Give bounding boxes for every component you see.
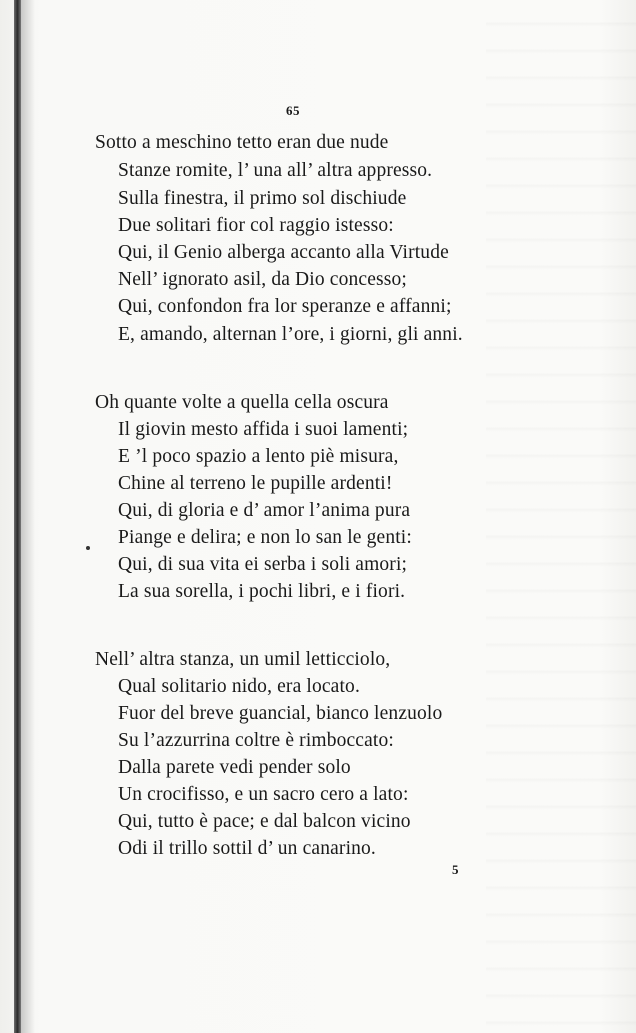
verse-line: Qui, il Genio alberga accanto alla Virtude <box>118 242 449 263</box>
verse-line: Qui, di sua vita ei serba i soli amori; <box>118 554 408 575</box>
spine-shadow <box>21 0 35 1033</box>
verse-line: Due solitari fior col raggio istesso: <box>118 215 394 236</box>
ink-speck <box>86 546 90 550</box>
book-spine <box>14 0 21 1033</box>
verse-line: Sotto a meschino tetto eran due nude <box>95 132 389 153</box>
verse-line: Nell’ ignorato asil, da Dio concesso; <box>118 269 407 290</box>
page-number: 65 <box>286 103 300 118</box>
verse-line: Chine al terreno le pupille ardenti! <box>118 473 393 494</box>
verse-line: Qui, tutto è pace; e dal balcon vicino <box>118 811 411 832</box>
verse-line: Su l’azzurrina coltre è rimboccato: <box>118 730 394 751</box>
verse-line: E, amando, alternan l’ore, i giorni, gli anni. <box>118 324 463 345</box>
verse-line: Oh quante volte a quella cella oscura <box>95 392 389 413</box>
verse-line: Il giovin mesto affida i suoi lamenti; <box>118 419 409 440</box>
verse-line: Sulla finestra, il primo sol dischiude <box>118 188 407 209</box>
signature-mark: 5 <box>452 862 459 877</box>
bleed-through <box>486 0 636 1033</box>
verse-line: Piange e delira; e non lo san le genti: <box>118 527 412 548</box>
verse-line: Odi il trillo sottil d’ un canarino. <box>118 838 376 859</box>
verse-line: Fuor del breve guancial, bianco lenzuolo <box>118 703 443 724</box>
verse-line: Un crocifisso, e un sacro cero a lato: <box>118 784 409 805</box>
verse-line: Qual solitario nido, era locato. <box>118 676 360 697</box>
verse-line: E ’l poco spazio a lento piè misura, <box>118 446 399 467</box>
verse-line: Stanze romite, l’ una all’ altra appresso. <box>118 160 433 181</box>
verse-line: Nell’ altra stanza, un umil letticciolo, <box>95 649 391 670</box>
verse-line: Dalla parete vedi pender solo <box>118 757 351 778</box>
verse-line: Qui, di gloria e d’ amor l’anima pura <box>118 500 411 521</box>
verse-line: Qui, confondon fra lor speranze e affanni; <box>118 296 452 317</box>
verse-line: La sua sorella, i pochi libri, e i fiori. <box>118 581 406 602</box>
